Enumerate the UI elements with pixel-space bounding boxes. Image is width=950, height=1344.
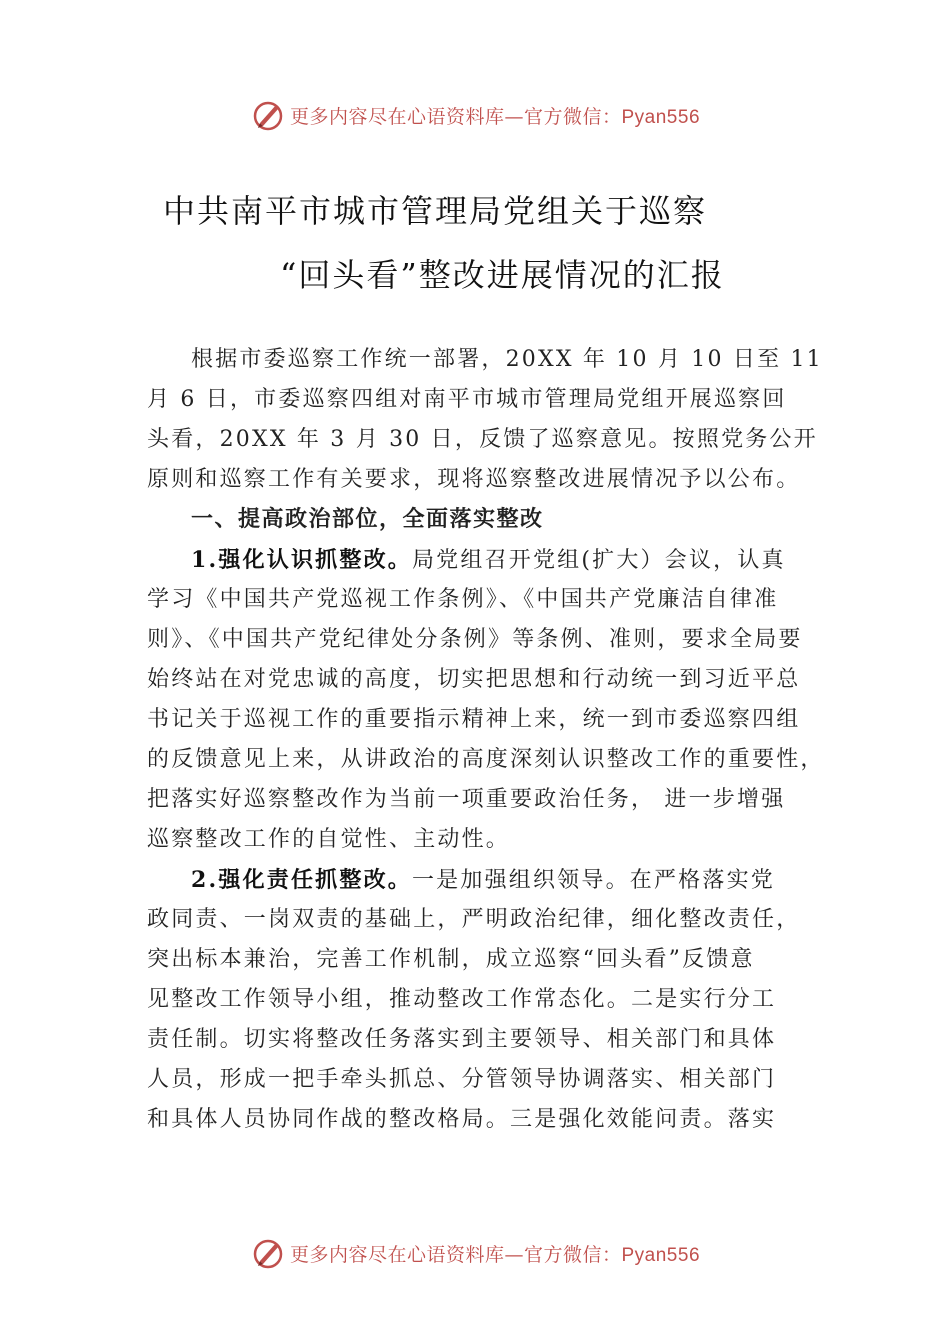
text-line — [147, 900, 815, 940]
line-text: 突出标本兼治，完善工作机制，成立巡察“回头看”反馈意 — [147, 947, 755, 972]
text-line — [147, 980, 815, 1020]
text-line — [147, 1020, 815, 1060]
line-text: 政同责、一岗双责的基础上，严明政治纪律，细化整改责任， — [147, 907, 801, 932]
watermark-text: 更多内容尽在心语资料库—官方微信：Pyan556 — [289, 105, 701, 128]
text-line — [147, 580, 815, 620]
pen-logo-icon — [250, 1235, 286, 1271]
line-text: 根据市委巡察工作统一部署，20XX 年 10 月 10 日至 11 — [191, 347, 823, 372]
line-text: 书记关于巡视工作的重要指示精神上来，统一到市委巡察四组 — [147, 707, 801, 732]
paragraph-lead: 2.强化责任抓整改。 — [191, 867, 412, 893]
text-line — [147, 380, 815, 420]
text-line — [147, 860, 815, 900]
text-line — [147, 940, 815, 980]
text-line — [147, 540, 815, 580]
line-text: 头看，20XX 年 3 月 30 日，反馈了巡察意见。按照党务公开 — [147, 427, 818, 452]
text-line — [147, 620, 815, 660]
document-title-line2: “回头看”整改进展情况的汇报 — [280, 256, 725, 294]
text-line — [147, 780, 815, 820]
section-heading — [147, 500, 815, 540]
line-text: 月 6 日，市委巡察四组对南平市城市管理局党组开展巡察回 — [147, 387, 787, 412]
line-text: 局党组召开党组(扩大）会议，认真 — [411, 548, 786, 573]
line-text: 一是加强组织领导。在严格落实党 — [411, 868, 775, 893]
line-text: 巡察整改工作的自觉性、主动性。 — [147, 827, 511, 852]
text-line — [147, 340, 823, 380]
line-text: 则》、《中国共产党纪律处分条例》等条例、准则，要求全局要 — [147, 627, 803, 652]
line-text: 责任制。切实将整改任务落实到主要领导、相关部门和具体 — [147, 1027, 777, 1052]
text-line — [147, 1060, 815, 1100]
watermark-text: 更多内容尽在心语资料库—官方微信：Pyan556 — [289, 1243, 701, 1266]
text-line — [147, 420, 818, 460]
text-line — [147, 740, 825, 780]
document-body — [147, 340, 825, 1140]
watermark-banner-bottom — [0, 1233, 950, 1273]
text-line — [147, 1100, 815, 1140]
line-text: 见整改工作领导小组，推动整改工作常态化。二是实行分工 — [147, 987, 777, 1012]
section-heading-text: 一、提高政治部位，全面落实整改 — [191, 507, 544, 532]
line-text: 把落实好巡察整改作为当前一项重要政治任务， 进一步增强 — [147, 787, 786, 812]
text-line — [147, 460, 815, 500]
line-text: 始终站在对党忠诚的高度，切实把思想和行动统一到习近平总 — [147, 667, 801, 692]
line-text: 和具体人员协同作战的整改格局。三是强化效能问责。落实 — [147, 1107, 777, 1132]
watermark-banner-top — [0, 95, 950, 135]
text-line — [147, 660, 815, 700]
line-text: 原则和巡察工作有关要求，现将巡察整改进展情况予以公布。 — [147, 467, 801, 492]
pen-logo-icon — [250, 97, 286, 133]
line-text: 的反馈意见上来，从讲政治的高度深刻认识整改工作的重要性， — [147, 747, 825, 772]
line-text: 学习《中国共产党巡视工作条例》、《中国共产党廉洁自律准 — [147, 587, 779, 612]
paragraph-lead: 1.强化认识抓整改。 — [191, 547, 412, 573]
line-text: 人员，形成一把手牵头抓总、分管领导协调落实、相关部门 — [147, 1067, 777, 1092]
text-line — [147, 700, 815, 740]
document-title-line1: 中共南平市城市管理局党组关于巡察 — [163, 192, 708, 230]
text-line — [147, 820, 815, 860]
